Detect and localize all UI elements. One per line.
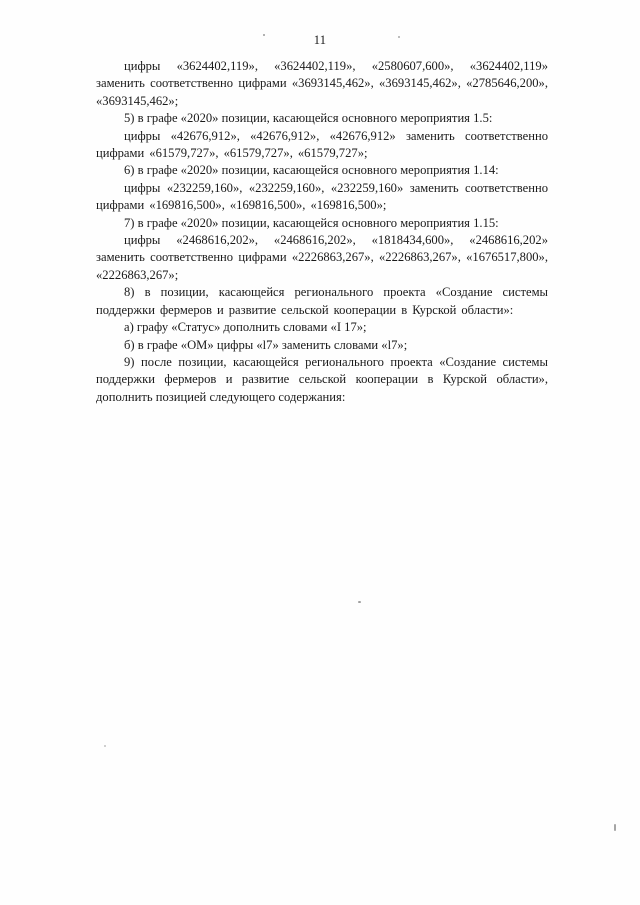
paragraph: цифры «3624402,119», «3624402,119», «2580607,600», «3624402,119» заменить соответственно цифрами «3693145,462», «3693145,462», «2785646,200», «3693145,462»; <box>96 59 548 108</box>
document-body <box>96 58 548 406</box>
paragraph: 9) после позиции, касающейся регионального проекта «Создание системы поддержки фермеров и развитие сельской кооперации в Курской области», дополнить позицией следующего содержания: <box>96 354 548 404</box>
paragraph: 5) в графе «2020» позиции, касающейся основного мероприятия 1.5: <box>124 111 493 126</box>
scan-artifact <box>104 745 106 747</box>
scan-artifact <box>358 601 361 603</box>
scan-artifact <box>263 34 265 36</box>
paragraph: б) в графе «ОМ» цифры «l7» заменить словами «l7»; <box>124 337 408 352</box>
paragraph: цифры «42676,912», «42676,912», «42676,912» заменить соответственно цифрами «61579,727», «61579,727», «61579,727»; <box>96 128 548 161</box>
paragraph: цифры «232259,160», «232259,160», «232259,160» заменить соответственно цифрами «169816,500», «169816,500», «169816,500»; <box>96 180 548 213</box>
paragraph: 6) в графе «2020» позиции, касающейся основного мероприятия 1.14: <box>124 163 499 178</box>
scan-artifact <box>398 36 400 38</box>
page-number: 11 <box>313 33 327 47</box>
scan-artifact <box>614 824 616 831</box>
paragraph: а) графу «Статус» дополнить словами «I 17»; <box>124 320 367 335</box>
paragraph: цифры «2468616,202», «2468616,202», «1818434,600», «2468616,202» заменить соответственно цифрами «2226863,267», «2226863,267», «1676517,800», «2226863,267»; <box>96 233 548 282</box>
paragraph: 8) в позиции, касающейся регионального проекта «Создание системы поддержки фермеров и развитие сельской кооперации в Курской области»: <box>96 285 548 317</box>
paragraph: 7) в графе «2020» позиции, касающейся основного мероприятия 1.15: <box>124 215 499 230</box>
